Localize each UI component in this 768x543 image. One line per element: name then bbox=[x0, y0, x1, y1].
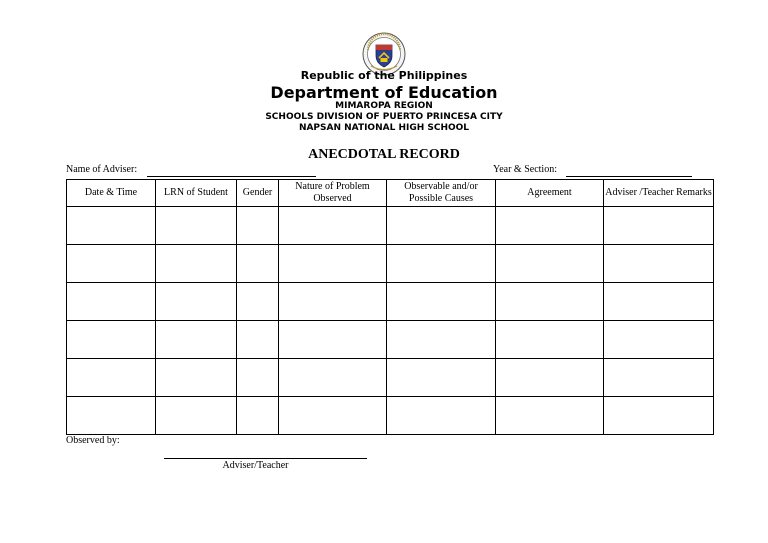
table-cell[interactable] bbox=[67, 321, 156, 359]
table-cell[interactable] bbox=[604, 245, 714, 283]
table-cell[interactable] bbox=[156, 397, 237, 435]
page-title: ANECDOTAL RECORD bbox=[308, 147, 460, 162]
table-cell[interactable] bbox=[387, 283, 496, 321]
table-cell[interactable] bbox=[279, 207, 387, 245]
column-header-lrn: LRN of Student bbox=[156, 180, 237, 207]
table-cell[interactable] bbox=[387, 321, 496, 359]
year-section-label: Year & Section: bbox=[493, 164, 557, 175]
adviser-field[interactable] bbox=[147, 176, 316, 177]
republic-heading: Republic of the Philippines bbox=[300, 69, 468, 82]
table-cell[interactable] bbox=[279, 321, 387, 359]
table-cell[interactable] bbox=[156, 283, 237, 321]
table-cell[interactable] bbox=[387, 207, 496, 245]
table-cell[interactable] bbox=[387, 359, 496, 397]
table-cell[interactable] bbox=[496, 321, 604, 359]
table-cell[interactable] bbox=[604, 397, 714, 435]
column-header-remarks: Adviser /Teacher Remarks bbox=[604, 180, 714, 207]
table-cell[interactable] bbox=[67, 245, 156, 283]
table-row bbox=[67, 321, 714, 359]
division-heading: SCHOOLS DIVISION OF PUERTO PRINCESA CITY bbox=[265, 112, 503, 122]
table-cell[interactable] bbox=[387, 245, 496, 283]
table-cell[interactable] bbox=[279, 359, 387, 397]
table-cell[interactable] bbox=[156, 359, 237, 397]
table-cell[interactable] bbox=[237, 321, 279, 359]
observed-by-label: Observed by: bbox=[66, 435, 120, 446]
table-cell[interactable] bbox=[237, 397, 279, 435]
table-row bbox=[67, 359, 714, 397]
signature-line[interactable] bbox=[164, 458, 367, 459]
department-heading: Department of Education bbox=[270, 83, 498, 102]
table-cell[interactable] bbox=[237, 359, 279, 397]
table-cell[interactable] bbox=[496, 359, 604, 397]
table-cell[interactable] bbox=[67, 359, 156, 397]
table-cell[interactable] bbox=[496, 397, 604, 435]
region-heading: MIMAROPA REGION bbox=[335, 101, 433, 111]
signature-caption: Adviser/Teacher bbox=[222, 460, 289, 471]
table-cell[interactable] bbox=[604, 359, 714, 397]
table-cell[interactable] bbox=[156, 207, 237, 245]
school-heading: NAPSAN NATIONAL HIGH SCHOOL bbox=[298, 123, 470, 133]
table-cell[interactable] bbox=[604, 321, 714, 359]
column-header-gender: Gender bbox=[237, 180, 279, 207]
table-cell[interactable] bbox=[496, 283, 604, 321]
table-cell[interactable] bbox=[279, 283, 387, 321]
table-cell[interactable] bbox=[496, 245, 604, 283]
table-cell[interactable] bbox=[67, 207, 156, 245]
table-cell[interactable] bbox=[387, 397, 496, 435]
table-cell[interactable] bbox=[496, 207, 604, 245]
table-header-row bbox=[67, 180, 714, 207]
table-cell[interactable] bbox=[237, 283, 279, 321]
table-cell[interactable] bbox=[67, 283, 156, 321]
column-header-nature-of-problem: Nature of Problem Observed bbox=[279, 180, 387, 207]
column-header-agreement: Agreement bbox=[496, 180, 604, 207]
anecdotal-table bbox=[66, 179, 714, 435]
adviser-label: Name of Adviser: bbox=[66, 164, 138, 175]
table-row bbox=[67, 245, 714, 283]
table-cell[interactable] bbox=[237, 245, 279, 283]
table-cell[interactable] bbox=[279, 245, 387, 283]
table-row bbox=[67, 397, 714, 435]
table-cell[interactable] bbox=[279, 397, 387, 435]
table-cell[interactable] bbox=[604, 283, 714, 321]
year-section-field[interactable] bbox=[566, 176, 692, 177]
column-header-date-time: Date & Time bbox=[67, 180, 156, 207]
column-header-possible-causes: Observable and/or Possible Causes bbox=[387, 180, 496, 207]
table-cell[interactable] bbox=[604, 207, 714, 245]
table-cell[interactable] bbox=[156, 245, 237, 283]
table-cell[interactable] bbox=[67, 397, 156, 435]
table-row bbox=[67, 207, 714, 245]
table-cell[interactable] bbox=[237, 207, 279, 245]
table-cell[interactable] bbox=[156, 321, 237, 359]
table-row bbox=[67, 283, 714, 321]
